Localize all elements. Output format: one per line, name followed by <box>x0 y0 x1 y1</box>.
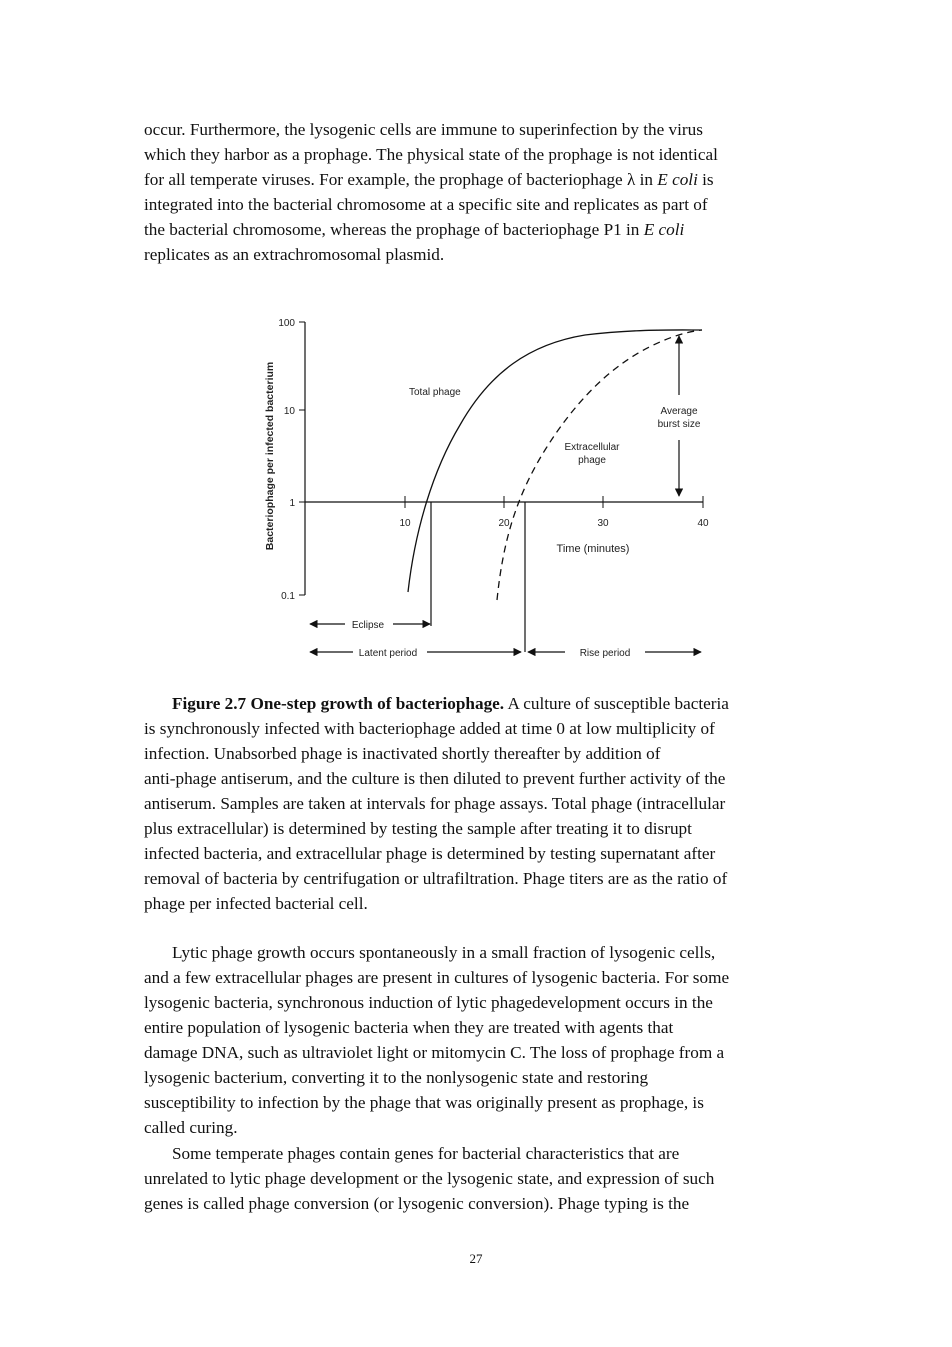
text-line: unrelated to lytic phage development or the lysogenic state, and expression of such <box>144 1169 715 1188</box>
text-line: antiserum. Samples are taken at intervals for phage assays. Total phage (intracellular <box>144 794 726 813</box>
text-line: Lytic phage growth occurs spontaneously in a small fraction of lysogenic cells, <box>172 943 716 962</box>
burst-size-label: Average <box>660 406 698 417</box>
eclipse-label: Eclipse <box>351 620 385 631</box>
x-axis-label: Time (minutes) <box>556 543 630 555</box>
caption-title: Figure 2.7 One-step growth of bacteriophage. <box>172 694 505 713</box>
total-phage-label: Total phage <box>409 387 461 398</box>
text-line: is synchronously infected with bacteriophage added at time 0 at low multiplicity of <box>144 719 715 738</box>
y-axis-label: Bacteriophage per infected bacterium <box>264 361 276 551</box>
page-number: 27 <box>469 1251 483 1266</box>
text-line: plus extracellular) is determined by testing the sample after treating it to disrupt <box>144 819 692 838</box>
text-line: which they harbor as a prophage. The physical state of the prophage is not identical <box>144 145 718 164</box>
figure-caption <box>144 691 808 916</box>
rise-period-label: Rise period <box>579 648 631 659</box>
x-tick-label: 20 <box>498 518 510 529</box>
extracellular-label: Extracellular <box>564 442 620 453</box>
paragraph-phage-conversion <box>144 1141 808 1216</box>
y-tick-label: 100 <box>278 318 295 329</box>
paragraph-prophage <box>144 117 808 267</box>
text-line: Figure 2.7 One-step growth of bacteriophage. A culture of susceptible bacteria <box>172 694 729 713</box>
burst-size-label: burst size <box>657 419 701 430</box>
x-tick-label: 40 <box>697 518 709 529</box>
text-line: Some temperate phages contain genes for bacterial characteristics that are <box>172 1144 680 1163</box>
text-line: replicates as an extrachromosomal plasmid. <box>144 245 445 264</box>
y-tick-label: 1 <box>289 498 295 509</box>
extracellular-label: phage <box>578 455 606 466</box>
text-line: removal of bacteria by centrifugation or ultrafiltration. Phage titers are as the ratio of <box>144 869 728 888</box>
one-step-growth-chart <box>255 300 715 670</box>
paragraph-lytic-growth <box>144 940 808 1140</box>
text-line: occur. Furthermore, the lysogenic cells are immune to superinfection by the virus <box>144 120 703 139</box>
text-line: entire population of lysogenic bacteria when they are treated with agents that <box>144 1018 674 1037</box>
italic-organism: E coli <box>657 170 698 189</box>
italic-organism: E coli <box>643 220 685 239</box>
text-line: called curing. <box>144 1118 238 1137</box>
text-line: genes is called phage conversion (or lysogenic conversion). Phage typing is the <box>144 1194 690 1213</box>
text-line: susceptibility to infection by the phage that was originally present as prophage, is <box>144 1093 704 1112</box>
text-line: anti-phage antiserum, and the culture is then diluted to prevent further activity of the <box>144 769 726 788</box>
x-tick-label: 30 <box>597 518 609 529</box>
text-line: damage DNA, such as ultraviolet light or mitomycin C. The loss of prophage from a <box>144 1043 725 1062</box>
text-line: for all temperate viruses. For example, the prophage of bacteriophage λ in E coli is <box>144 170 714 189</box>
text-line: the bacterial chromosome, whereas the prophage of bacteriophage P1 in E coli <box>144 220 685 239</box>
x-tick-label: 10 <box>399 518 411 529</box>
text-line: infected bacteria, and extracellular phage is determined by testing supernatant after <box>144 844 716 863</box>
latent-period-label: Latent period <box>358 648 418 659</box>
y-tick-label: 0.1 <box>281 591 295 602</box>
total-phage-curve <box>408 330 702 592</box>
y-tick-label: 10 <box>283 406 295 417</box>
text-line: phage per infected bacterial cell. <box>144 894 368 913</box>
text-line: lysogenic bacteria, synchronous induction of lytic phagedevelopment occurs in the <box>144 993 713 1012</box>
text-line: lysogenic bacterium, converting it to the nonlysogenic state and restoring <box>144 1068 649 1087</box>
text-line: infection. Unabsorbed phage is inactivated shortly thereafter by addition of <box>144 744 661 763</box>
text-line: integrated into the bacterial chromosome at a specific site and replicates as part of <box>144 195 708 214</box>
text-line: and a few extracellular phages are present in cultures of lysogenic bacteria. For some <box>144 968 730 987</box>
